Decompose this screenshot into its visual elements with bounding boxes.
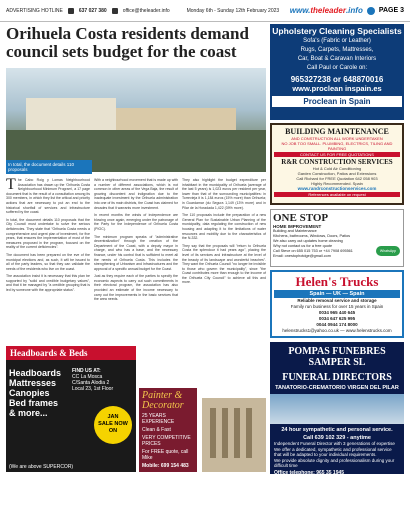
painter-line: VERY COMPETITIVE PRICES bbox=[142, 435, 191, 447]
pf-phone: Office telephone: 965 35 1945 bbox=[274, 469, 345, 476]
bm-contact: CONTACT US FOR FREE QUOTATIONS bbox=[274, 152, 400, 157]
drop-cap: T bbox=[6, 176, 16, 193]
os-item: Call Steve on 655 015 753 or +44 7908 695561 bbox=[273, 249, 353, 253]
headboards-address: FIND US AT: CC La Mosca C/Santa Alodia 2 Local 23, 1st Floor bbox=[72, 368, 114, 392]
bm-line: Call Richard for FREE Quotation 642 058 903 bbox=[296, 176, 378, 181]
upholstery-line: Sofa's (Fabric or Leather) bbox=[303, 38, 371, 44]
headboards-note: (We are above SUPERCOR) bbox=[9, 464, 74, 470]
bm-ref: References available on request bbox=[274, 192, 400, 197]
one-stop-ad[interactable] bbox=[270, 209, 404, 267]
building-maintenance-ad[interactable] bbox=[270, 123, 404, 205]
headboards-title: Headboards & Beds bbox=[6, 346, 136, 360]
painter-ad[interactable] bbox=[139, 388, 197, 472]
article-paragraph: They say that the proposals will "return to Orihuela Costa the splendour it had years ago", placing the level of its services and infrastructure at the level of the beauty of its landscape and wonderful beaches". They want the Orihuela Council "no longer be invisible to those who govern the municipality", since "the Coast contributes more than enough to the income of the Orihuela City Council" to achieve all this and more. bbox=[182, 243, 266, 285]
advertising-label: ADVERTISING HOTLINE bbox=[6, 7, 63, 14]
page-badge-icon bbox=[367, 7, 375, 15]
header-phone: 637 027 380 bbox=[78, 7, 107, 14]
upholstery-title: Upholstery Cleaning Specialists bbox=[272, 26, 402, 36]
os-title: ONE STOP bbox=[273, 212, 329, 224]
pf-title: POMPAS FUNEBRES SAMPER SL bbox=[288, 346, 386, 368]
os-item: Email: onestophotdge@gmail.com bbox=[273, 254, 331, 258]
helens-trucks-ad[interactable] bbox=[270, 270, 404, 338]
article-paragraph: The association insist it is necessary that this plan be supported by "solid and credible budgetary values", and that it be managed by "a credible grouping that is led by someone with the appropriate status". bbox=[6, 274, 90, 293]
pf-title: FUNERAL DIRECTORS bbox=[282, 372, 392, 383]
bm-line: Hot & Cold Air Conditioning bbox=[312, 166, 362, 171]
pf-email: Email: info@samper.com bbox=[274, 477, 334, 484]
hv-line: Family run business for over 15 years in Spain bbox=[290, 304, 384, 309]
headboards-list: Headboards Mattresses Canopies Bed frames & more... bbox=[9, 368, 62, 418]
hv-phone: 0044 0944 174 8000 bbox=[316, 322, 358, 327]
upholstery-line: Rugs, Carpets, Mattresses, bbox=[300, 47, 374, 53]
article-column-1 bbox=[6, 178, 90, 296]
photo-caption: In total, the document details 110 proposals bbox=[6, 160, 92, 174]
header-date: Monday 6th - Sunday 12th February 2023 bbox=[186, 7, 280, 14]
article-paragraph: The minimum program speaks of "administrative decentralization" through the creation of the Department of the Coast, with a deputy mayor in charge, and who has a base, and the necessary finance, under his control that is sufficient to meet all the needs of Orihuela Costa. This includes the strengthening of Urbanism and Infrastructures and the approval of a specific annual budget for the Coast. bbox=[94, 234, 178, 271]
article-paragraph: In recent months the winds of independence are blowing once again, emerging under the patronage of the Party for the Independence of Orihuela Costa (PIOC). bbox=[94, 213, 178, 231]
page-number: PAGE 3 bbox=[378, 7, 404, 14]
painter-title: Decorator bbox=[142, 400, 184, 411]
page-header bbox=[0, 0, 410, 22]
hv-title: Helen's Trucks bbox=[295, 274, 379, 289]
phone-icon bbox=[68, 8, 74, 14]
painter-title: Painter & bbox=[142, 390, 183, 401]
email-icon bbox=[112, 8, 118, 14]
article-paragraph: They also highlight the budget expenditure per inhabitant in the municipality of Orihuela (average of the last 5 years) is 1,023 euros per resident per year, lower than that of the surrounding municipalities: in Torrevieja it is 1,184 euros (15% more) than Orihuela; in Guardamar (du Segura 1,149 (13% more) and in Pilar de la Horadada 1,422 (39% more). bbox=[182, 178, 266, 210]
painter-line: For FREE quote, call Mike bbox=[142, 449, 189, 461]
os-item: Why not contact us for a free quote bbox=[273, 244, 333, 248]
pf-headline: 24 hour sympathetic and personal service. bbox=[281, 427, 393, 433]
hv-email[interactable]: helenstrucks1@yahoo.co.uk — www.helenstrucks.com bbox=[282, 328, 392, 333]
hv-route: Spain — UK — Spain bbox=[274, 290, 400, 298]
painter-line: Clean & Fast bbox=[142, 427, 171, 433]
bm-line: Highly Recommended. Spain bbox=[311, 181, 363, 186]
hv-phone: 0034 965 440 645 bbox=[318, 310, 356, 315]
article-column-2 bbox=[94, 178, 178, 305]
os-item: Building and Maintenance bbox=[273, 229, 317, 233]
article-column-3 bbox=[182, 178, 266, 288]
upholstery-line: Car, Boat & Caravan Interiors bbox=[297, 56, 377, 62]
pf-address: Calle Ciervo Sotelo 10. 03190 PILAR DE LA HORADADA bbox=[274, 485, 376, 498]
os-item: Kitchens, bathrooms, Windows, Doors, Patios bbox=[273, 234, 351, 238]
article-headline: Orihuela Costa residents demand council sets budget for the coast bbox=[6, 24, 249, 61]
article-paragraph: Just as they require each of the parties to specify the economic aspects to carry out such commitments in their electoral program, the association has also provided an estimate of the income necessary to carry out the improvements in the basic services that the area needs. bbox=[94, 274, 178, 302]
article-paragraph: The 110 proposals include the preparation of a new General Plan for Sustainable Urban Planning of the municipality, data regulating the construction of new housing and adapting it to the limitations of water resources and mobility due to the characteristics of the N-332. bbox=[182, 213, 266, 241]
pf-photo bbox=[270, 394, 404, 424]
upholstery-line: Call Paul or Carole on: bbox=[306, 65, 368, 71]
funeral-ad[interactable] bbox=[270, 342, 404, 506]
article-paragraph: The document has been prepared on the eve of the municipal elections and, as such, it will be issued to all of the party leaders, so that they can validate the needs of the residents who live on the coast. bbox=[6, 252, 90, 271]
pf-subtitle: TANATORIO-CREMATORIO VIRGEN DEL PILAR bbox=[275, 385, 399, 391]
article-paragraph: he Cabo Roig y Lomas Neighbourhood Association has drawn up the 'Orihuela Costa Neighbourhood Minimum Program', a 17 page document that is the result of a consultation among its 300 members, in which they list the critical and priority actions that are necessary to put an end to the historical shortfall of services and infrastructure suffered by the coast. bbox=[6, 178, 90, 215]
painter-phone: Mobile: 699 154 483 bbox=[142, 463, 189, 469]
header-email: office@theleader.info bbox=[122, 7, 170, 14]
os-subtitle: HOME IMPROVEMENT bbox=[273, 224, 322, 229]
pf-desc: We offer a dedicated, sympathetic and professional service that will be adapted to your individual requirements. bbox=[274, 446, 392, 457]
upholstery-ad[interactable] bbox=[270, 24, 404, 120]
pf-web[interactable]: www.pfsamper.com bbox=[274, 499, 321, 506]
os-item: We also carry out updates home cleaning bbox=[273, 239, 343, 243]
bm-title-2: R&R CONSTRUCTION SERVICES bbox=[281, 158, 393, 166]
headboards-ad[interactable] bbox=[6, 346, 136, 472]
pf-desc: Independent Funeral Director with 3 generations of expertise bbox=[274, 441, 395, 446]
bm-line: Garden Construction, Patios and Extensions bbox=[297, 171, 377, 176]
article-photo bbox=[6, 68, 266, 172]
building-photo bbox=[202, 398, 266, 472]
upholstery-phone: 965327238 or 648870016 bbox=[290, 75, 384, 84]
pf-desc: We provide absolute dignity and professionalism during your difficult time bbox=[274, 457, 395, 468]
painter-line: 25 YEARS EXPERIENCE bbox=[142, 413, 175, 425]
hv-phone: 0034 647 625 995 bbox=[318, 316, 356, 321]
article-paragraph: In total, the document details 110 proposals that the City Council must undertake to solve the serious deficiencies. They state that "Orihuela Costa needs a comprehensive and urgent plan of investment, for five years, that ensures the implementation of most of the measures proposed in the program, focused on the reality of the current deficiencies". bbox=[6, 217, 90, 250]
bm-line: AND CONSTRUCTION ALL WORK UNDERTAKEN bbox=[291, 136, 383, 141]
whatsapp-icon[interactable]: WhatsApp bbox=[376, 246, 400, 256]
pf-call: Call 639 102 329 - anytime bbox=[303, 435, 371, 441]
bm-url[interactable]: www.randrconstructionservices.com bbox=[297, 186, 377, 191]
upholstery-web: www.proclean inspain.es bbox=[292, 84, 382, 93]
site-logo[interactable]: www.theleader.info bbox=[289, 6, 363, 15]
article-paragraph: With a neighbourhood movement that is made up with a number of different associations, which is not common in other areas of the Vega Baja, the result of growing discontent and indignation due to the inadequate investment by the Orihuela administration into one of its main districts, the Coast has claimed for decades that it warrants more investment. bbox=[94, 178, 178, 210]
proclean-logo: Proclean in Spain bbox=[272, 96, 402, 107]
hv-line: Reliable removal service and storage bbox=[297, 298, 377, 303]
bm-line: NO JOB TOO SMALL. PLUMBING, ELECTRICS, TILING AND PAINTING bbox=[281, 141, 393, 151]
bm-title: BUILDING MAINTENANCE bbox=[285, 127, 389, 136]
sale-badge: JAN SALE NOW ON bbox=[94, 406, 132, 444]
